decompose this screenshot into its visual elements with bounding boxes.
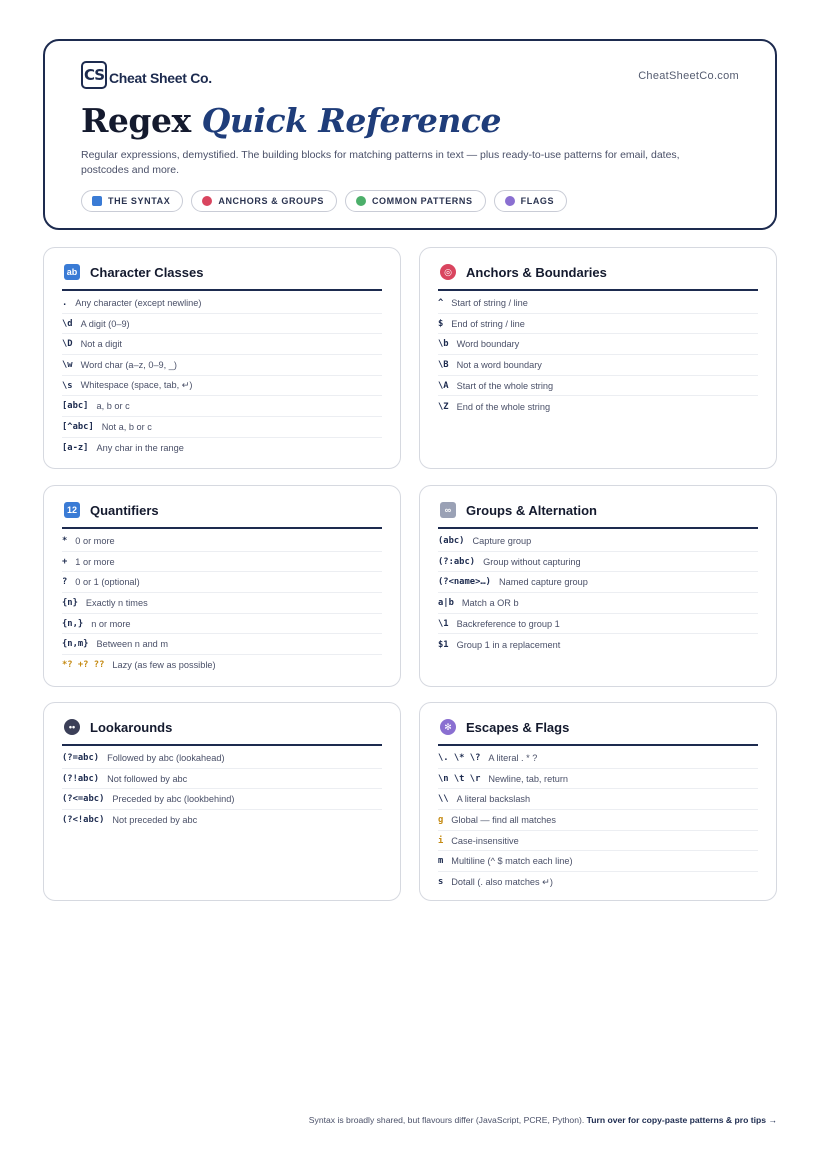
title-accent: Quick Reference xyxy=(201,101,501,140)
token-description: Between n and m xyxy=(96,639,168,650)
regex-token: \. \* \? xyxy=(438,752,481,763)
token-description: Not a word boundary xyxy=(456,359,542,370)
target-icon: ◎ xyxy=(440,264,456,280)
token-description: Any character (except newline) xyxy=(75,297,202,308)
regex-token: {n} xyxy=(62,597,78,608)
list-item xyxy=(438,748,758,769)
regex-token: {n,m} xyxy=(62,639,89,650)
gear-icon: ✻ xyxy=(440,719,456,735)
list-item xyxy=(62,748,382,769)
regex-token: + xyxy=(62,556,68,567)
chip-common-patterns[interactable] xyxy=(345,190,486,212)
token-description: Exactly n times xyxy=(85,597,148,608)
list-item xyxy=(438,355,758,376)
regex-token: [a-z] xyxy=(62,443,89,454)
regex-token: \s xyxy=(62,380,73,391)
token-description: Backreference to group 1 xyxy=(456,618,560,629)
card-title: Anchors & Boundaries xyxy=(466,264,607,280)
list-item xyxy=(438,614,758,635)
token-description: Preceded by abc (lookbehind) xyxy=(112,794,235,805)
card-anchors-boundaries xyxy=(419,247,777,469)
regex-token: $ xyxy=(438,318,444,329)
token-description: Followed by abc (lookahead) xyxy=(107,752,225,763)
token-description: Not a digit xyxy=(80,339,122,350)
card-title: Lookarounds xyxy=(90,719,173,735)
logo-mark: CS xyxy=(81,61,107,89)
divider xyxy=(438,744,758,746)
token-description: Word char (a–z, 0–9, _) xyxy=(80,359,177,370)
list-item xyxy=(62,614,382,635)
card-groups-alternation xyxy=(419,485,777,687)
regex-token: *? +? ?? xyxy=(62,660,105,671)
card-title: Character Classes xyxy=(90,264,204,280)
list-item xyxy=(438,872,758,893)
list-item xyxy=(438,789,758,810)
token-description: Not preceded by abc xyxy=(112,815,198,826)
list-item xyxy=(438,376,758,397)
list-item xyxy=(62,572,382,593)
regex-token: (?:abc) xyxy=(438,556,476,567)
chip-flags[interactable] xyxy=(494,190,568,212)
brand-name: Cheat Sheet Co. xyxy=(109,70,212,86)
list-item xyxy=(438,531,758,552)
regex-token: ? xyxy=(62,577,68,588)
list-item xyxy=(438,293,758,314)
token-description: Start of the whole string xyxy=(456,380,554,391)
divider xyxy=(438,527,758,529)
card-escapes-flags xyxy=(419,702,777,901)
list-item xyxy=(62,314,382,335)
regex-token: \Z xyxy=(438,401,449,412)
token-description: Whitespace (space, tab, ↵) xyxy=(80,380,193,391)
regex-token: \B xyxy=(438,359,449,370)
token-description: Named capture group xyxy=(498,577,588,588)
regex-token: \\ xyxy=(438,794,449,805)
list-item xyxy=(62,655,382,676)
divider xyxy=(62,289,382,291)
token-description: a, b or c xyxy=(96,401,130,412)
list-item xyxy=(438,831,758,852)
token-description: Global — find all matches xyxy=(451,814,556,825)
regex-token: [abc] xyxy=(62,401,89,412)
divider xyxy=(62,744,382,746)
card-title: Quantifiers xyxy=(90,502,159,518)
token-description: A literal backslash xyxy=(456,794,531,805)
regex-token: \D xyxy=(62,339,73,350)
list-item xyxy=(438,572,758,593)
list-item xyxy=(62,355,382,376)
chip-label: COMMON PATTERNS xyxy=(371,196,473,206)
chip-syntax[interactable] xyxy=(81,190,183,212)
section-chips xyxy=(81,190,567,212)
regex-token: {n,} xyxy=(62,618,84,629)
regex-token: (?!abc) xyxy=(62,773,100,784)
card-title: Escapes & Flags xyxy=(466,719,570,735)
list-item xyxy=(62,376,382,397)
abcd-icon: ab xyxy=(64,264,80,280)
footer-text: Syntax is broadly shared, but flavours differ (JavaScript, PCRE, Python). xyxy=(308,1115,585,1125)
list-item xyxy=(438,334,758,355)
card-title: Groups & Alternation xyxy=(466,502,597,518)
regex-token: ^ xyxy=(438,297,444,308)
token-description: Group 1 in a replacement xyxy=(456,639,561,650)
title-main: Regex xyxy=(81,101,191,140)
list-item xyxy=(62,769,382,790)
regex-token: \b xyxy=(438,339,449,350)
token-description: n or more xyxy=(91,618,131,629)
regex-token: \n \t \r xyxy=(438,773,481,784)
regex-token: a|b xyxy=(438,597,454,608)
list-item xyxy=(438,851,758,872)
list-item xyxy=(62,810,382,831)
list-item xyxy=(62,634,382,655)
grid-icon xyxy=(92,196,102,206)
token-description: Match a OR b xyxy=(461,597,519,608)
token-description: Any char in the range xyxy=(96,443,184,454)
numbers-icon: 12 xyxy=(64,502,80,518)
token-description: Not a, b or c xyxy=(101,421,152,432)
list-item xyxy=(62,593,382,614)
page-title xyxy=(81,101,501,140)
card-quantifiers xyxy=(43,485,401,687)
brand-logo[interactable] xyxy=(81,61,212,89)
header-panel xyxy=(43,39,777,230)
footer-cta[interactable]: Turn over for copy-paste patterns & pro tips → xyxy=(586,1115,777,1125)
list-item xyxy=(62,334,382,355)
regex-token: \d xyxy=(62,318,73,329)
divider xyxy=(62,527,382,529)
token-description: A digit (0–9) xyxy=(80,318,130,329)
sparkle-icon xyxy=(356,196,366,206)
regex-token: [^abc] xyxy=(62,421,94,432)
list-item xyxy=(438,769,758,790)
regex-token: $1 xyxy=(438,639,449,650)
token-description: Dotall (. also matches ↵) xyxy=(451,876,553,887)
eyes-icon: •• xyxy=(64,719,80,735)
regex-token: (abc) xyxy=(438,535,465,546)
regex-token: \w xyxy=(62,359,73,370)
list-item xyxy=(62,531,382,552)
token-description: 0 or 1 (optional) xyxy=(75,577,140,588)
token-description: Newline, tab, return xyxy=(488,773,569,784)
card-lookarounds xyxy=(43,702,401,901)
token-description: Group without capturing xyxy=(483,556,581,567)
token-description: Word boundary xyxy=(456,339,520,350)
regex-token: . xyxy=(62,297,68,308)
divider xyxy=(438,289,758,291)
token-description: Not followed by abc xyxy=(107,773,188,784)
list-item xyxy=(438,314,758,335)
list-item xyxy=(62,293,382,314)
regex-token: \1 xyxy=(438,618,449,629)
token-description: Case-insensitive xyxy=(451,835,519,846)
token-description: End of string / line xyxy=(451,318,525,329)
regex-token: (?<name>…) xyxy=(438,577,491,588)
card-character-classes xyxy=(43,247,401,469)
chip-label: FLAGS xyxy=(520,196,555,206)
regex-token: * xyxy=(62,535,68,546)
regex-token: (?=abc) xyxy=(62,752,100,763)
link-icon: ∞ xyxy=(440,502,456,518)
list-item xyxy=(62,417,382,438)
chip-label: ANCHORS & GROUPS xyxy=(218,196,324,206)
site-url[interactable]: CheatSheetCo.com xyxy=(638,70,739,82)
token-description: Start of string / line xyxy=(451,297,528,308)
regex-token: g xyxy=(438,814,444,825)
footer-note xyxy=(309,1115,777,1125)
regex-token: \A xyxy=(438,380,449,391)
list-item xyxy=(438,634,758,655)
list-item xyxy=(438,593,758,614)
list-item xyxy=(62,552,382,573)
page-subtitle: Regular expressions, demystified. The building blocks for matching patterns in text — plus ready-to-use patterns for email, dates, postcodes and more. xyxy=(81,149,680,176)
list-item xyxy=(62,789,382,810)
gear-icon xyxy=(505,196,515,206)
regex-token: m xyxy=(438,856,444,867)
regex-token: (?<!abc) xyxy=(62,815,105,826)
list-item xyxy=(62,438,382,459)
token-description: A literal . * ? xyxy=(488,752,538,763)
target-icon xyxy=(202,196,212,206)
token-description: 1 or more xyxy=(75,556,115,567)
token-description: Multiline (^ $ match each line) xyxy=(451,856,573,867)
list-item xyxy=(62,396,382,417)
chip-anchors-groups[interactable] xyxy=(191,190,337,212)
chip-label: THE SYNTAX xyxy=(108,196,171,206)
list-item xyxy=(438,396,758,417)
regex-token: (?<=abc) xyxy=(62,794,105,805)
regex-token: i xyxy=(438,835,444,846)
token-description: 0 or more xyxy=(75,535,115,546)
list-item xyxy=(438,810,758,831)
token-description: Capture group xyxy=(472,535,532,546)
token-description: Lazy (as few as possible) xyxy=(112,660,216,671)
token-description: End of the whole string xyxy=(456,401,551,412)
regex-token: s xyxy=(438,877,444,888)
list-item xyxy=(438,552,758,573)
